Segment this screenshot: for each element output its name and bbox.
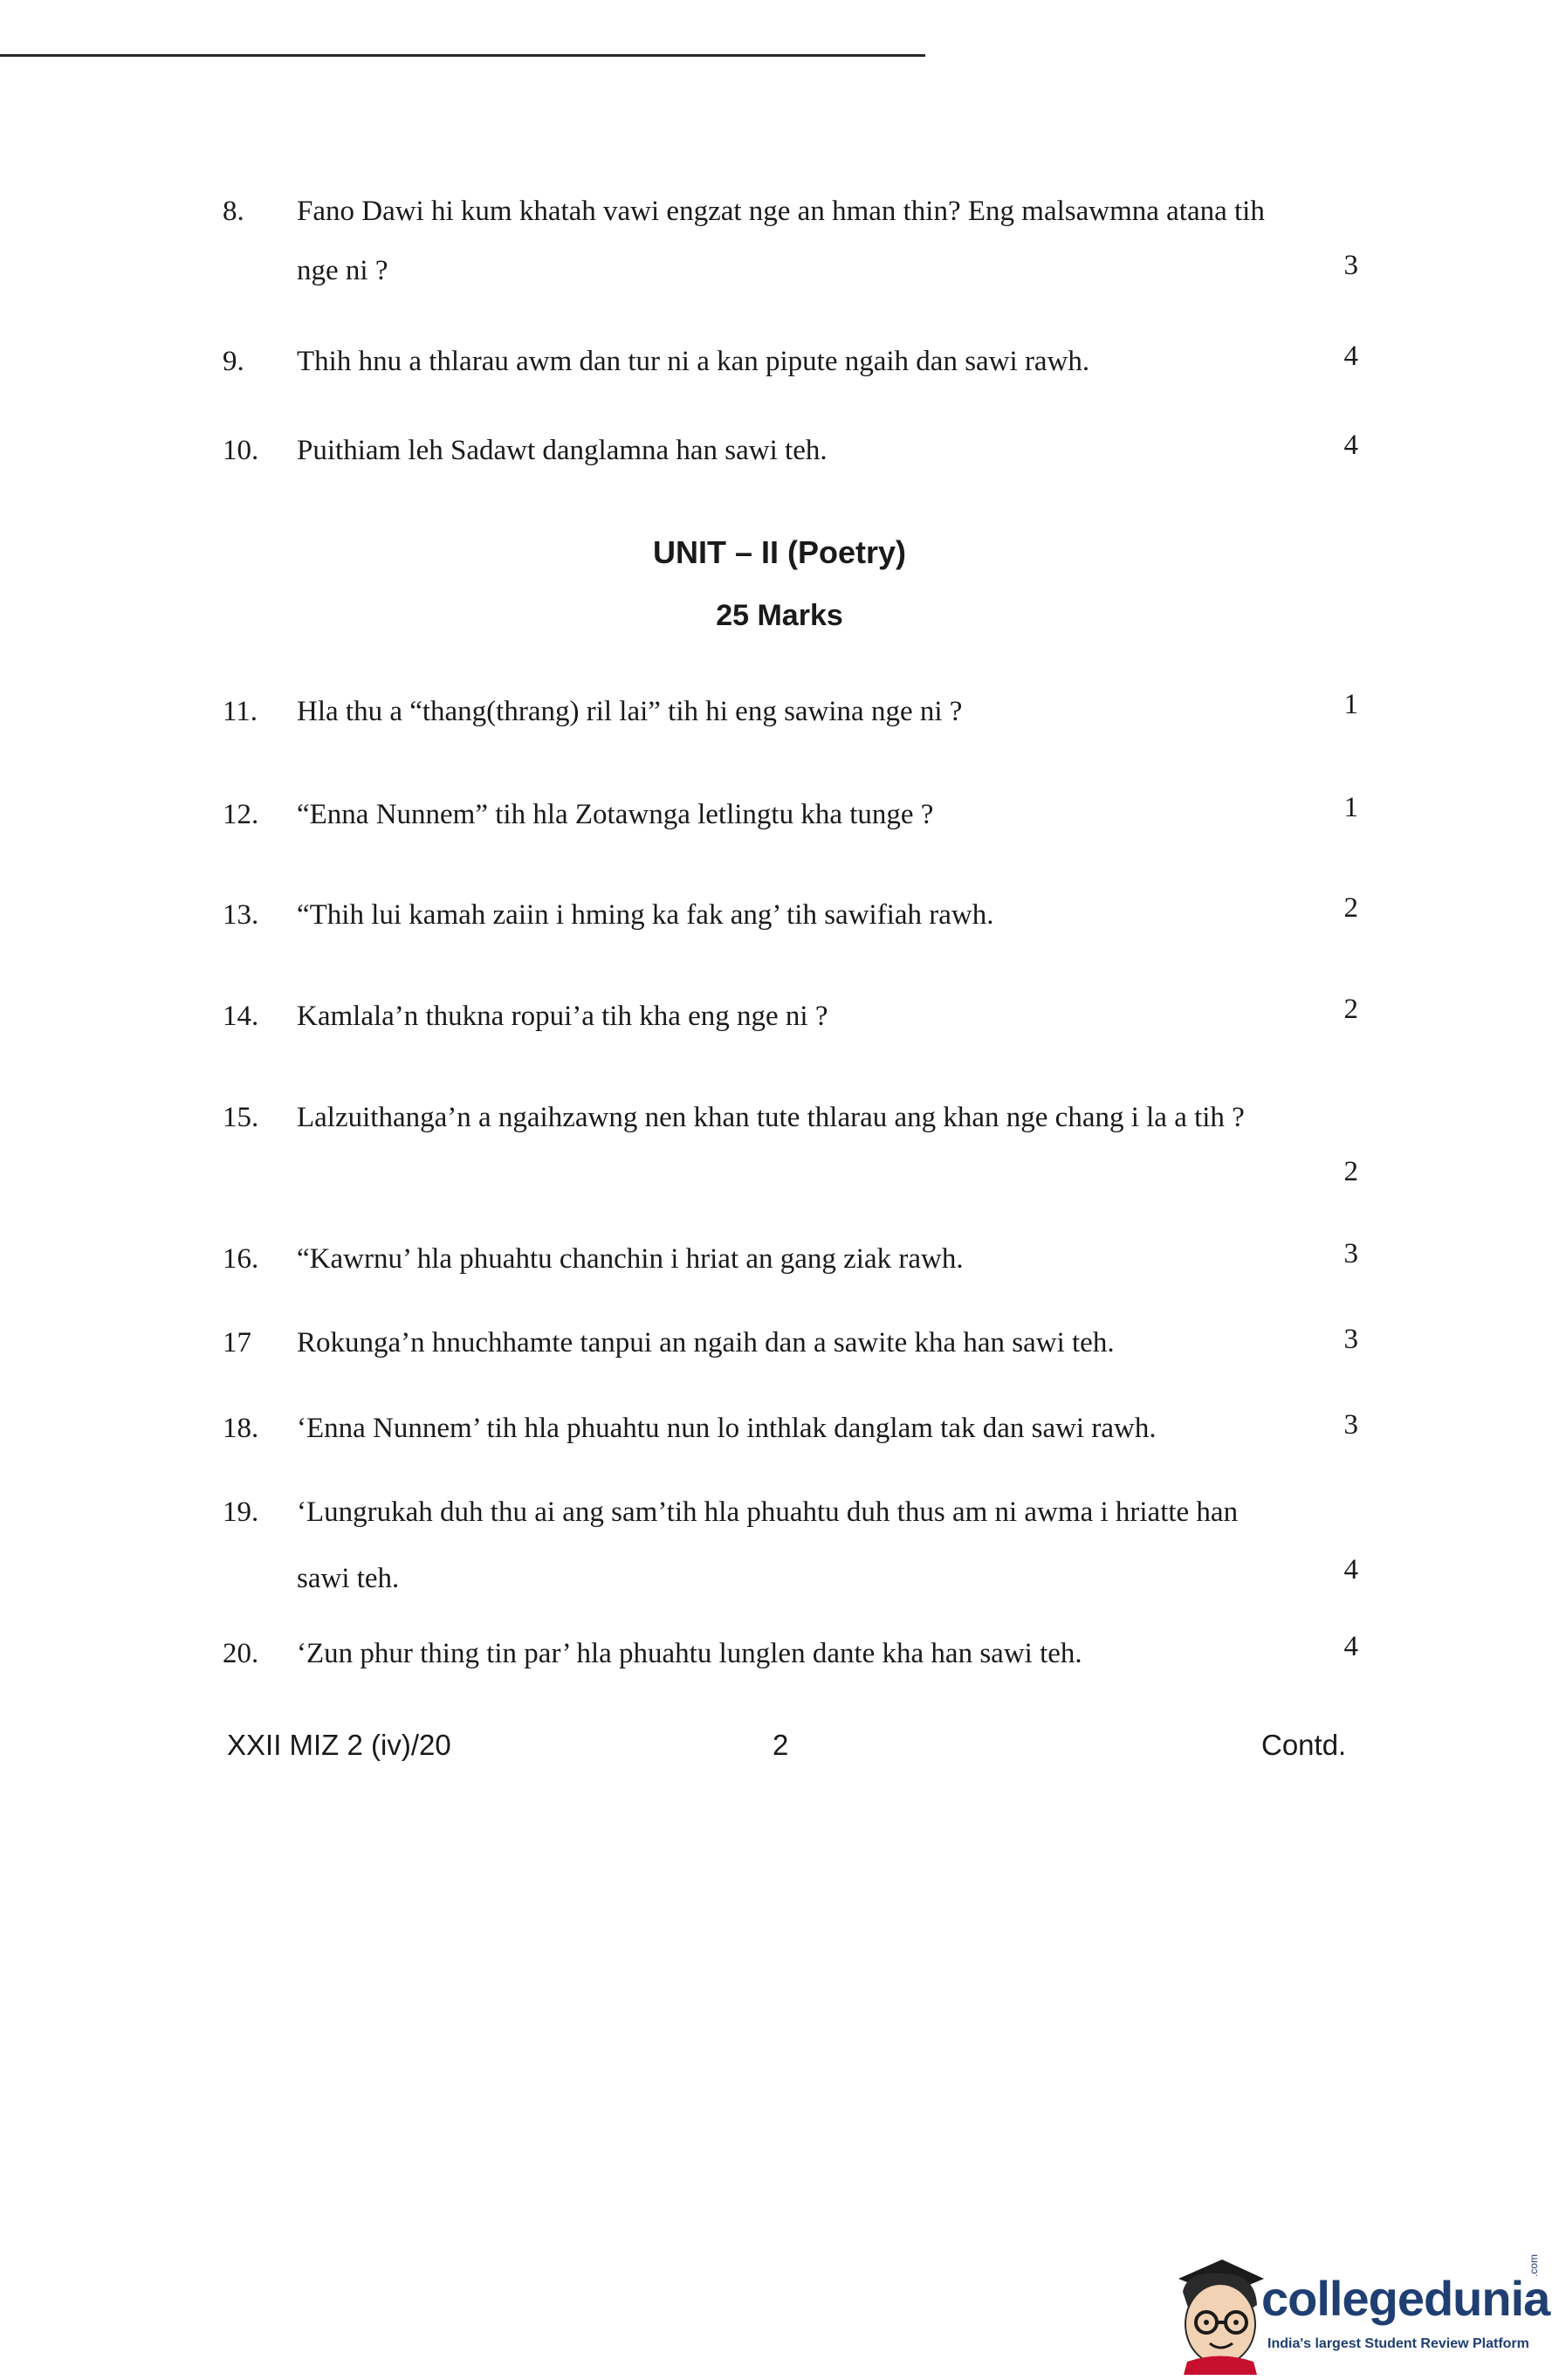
- question-marks: 4: [1343, 340, 1358, 372]
- question-text: Hla thu a “thang(thrang) ril lai” tih hi eng sawina nge ni ?: [297, 696, 963, 727]
- question-text: ‘Zun phur thing tin par’ hla phuahtu lunglen dante kha han sawi teh.: [297, 1638, 1082, 1669]
- unit-marks: 25 Marks: [716, 599, 843, 632]
- question-marks: 4: [1343, 1631, 1358, 1662]
- question-number: 15.: [223, 1102, 259, 1133]
- page-number: 2: [773, 1729, 789, 1761]
- question-marks: 3: [1343, 1238, 1358, 1269]
- question-text: Kamlala’n thukna ropui’a tih kha eng nge ni ?: [297, 1001, 828, 1032]
- question-text: Thih hnu a thlarau awm dan tur ni a kan pipute ngaih dan sawi rawh.: [297, 346, 1090, 377]
- question-text: Lalzuithanga’n a ngaihzawng nen khan tute thlarau ang khan nge chang i la a tih ?: [297, 1102, 1245, 1133]
- question-text: Puithiam leh Sadawt danglamna han sawi teh.: [297, 435, 828, 466]
- brand-name: collegedunia: [1261, 2271, 1550, 2326]
- question-text: Rokunga’n hnuchhamte tanpui an ngaih dan a sawite kha han sawi teh.: [297, 1327, 1115, 1359]
- paper-code: XXII MIZ 2 (iv)/20: [227, 1729, 451, 1761]
- question-number: 20.: [223, 1638, 259, 1669]
- question-marks: 2: [1343, 1156, 1358, 1187]
- question-marks: 3: [1343, 1324, 1358, 1355]
- continued-label: Contd.: [1261, 1729, 1347, 1761]
- question-number: 11.: [223, 696, 258, 727]
- question-marks: 3: [1343, 1409, 1358, 1441]
- collegedunia-watermark: [1161, 2253, 1550, 2375]
- question-marks: 4: [1343, 1554, 1358, 1586]
- top-rule: [0, 54, 925, 57]
- question-number: 17: [223, 1327, 251, 1359]
- question-marks: 3: [1343, 250, 1358, 281]
- brand-tagline: India's largest Student Review Platform: [1267, 2336, 1529, 2351]
- student-mascot-icon: [1161, 2253, 1266, 2375]
- question-number: 14.: [223, 1001, 259, 1032]
- question-number: 9.: [223, 346, 244, 377]
- question-number: 13.: [223, 899, 259, 931]
- question-marks: 2: [1343, 994, 1358, 1025]
- question-number: 12.: [223, 799, 259, 830]
- question-number: 8.: [223, 196, 244, 227]
- question-number: 18.: [223, 1413, 259, 1444]
- question-marks: 2: [1343, 892, 1358, 924]
- question-marks: 1: [1343, 792, 1358, 823]
- question-number: 16.: [223, 1243, 259, 1275]
- question-number: 19.: [223, 1496, 259, 1528]
- unit-title: UNIT – II (Poetry): [652, 534, 907, 570]
- question-text: “Thih lui kamah zaiin i hming ka fak ang’ tih sawifiah rawh.: [297, 899, 994, 931]
- question-marks: 1: [1343, 689, 1358, 720]
- question-text-continued: sawi teh.: [297, 1563, 400, 1594]
- question-number: 10.: [223, 435, 259, 466]
- question-text: Fano Dawi hi kum khatah vawi engzat nge an hman thin? Eng malsawmna atana tih: [297, 196, 1265, 227]
- question-text-continued: nge ni ?: [297, 255, 388, 286]
- question-marks: 4: [1343, 430, 1358, 461]
- question-text: ‘Lungrukah duh thu ai ang sam’tih hla phuahtu duh thus am ni awma i hriatte han: [297, 1496, 1239, 1528]
- question-text: “Kawrnu’ hla phuahtu chanchin i hriat an gang ziak rawh.: [297, 1243, 964, 1275]
- question-text: ‘Enna Nunnem’ tih hla phuahtu nun lo inthlak danglam tak dan sawi rawh.: [297, 1413, 1157, 1444]
- brand-domain: .com: [1528, 2253, 1540, 2277]
- question-text: “Enna Nunnem” tih hla Zotawnga letlingtu kha tunge ?: [297, 799, 934, 830]
